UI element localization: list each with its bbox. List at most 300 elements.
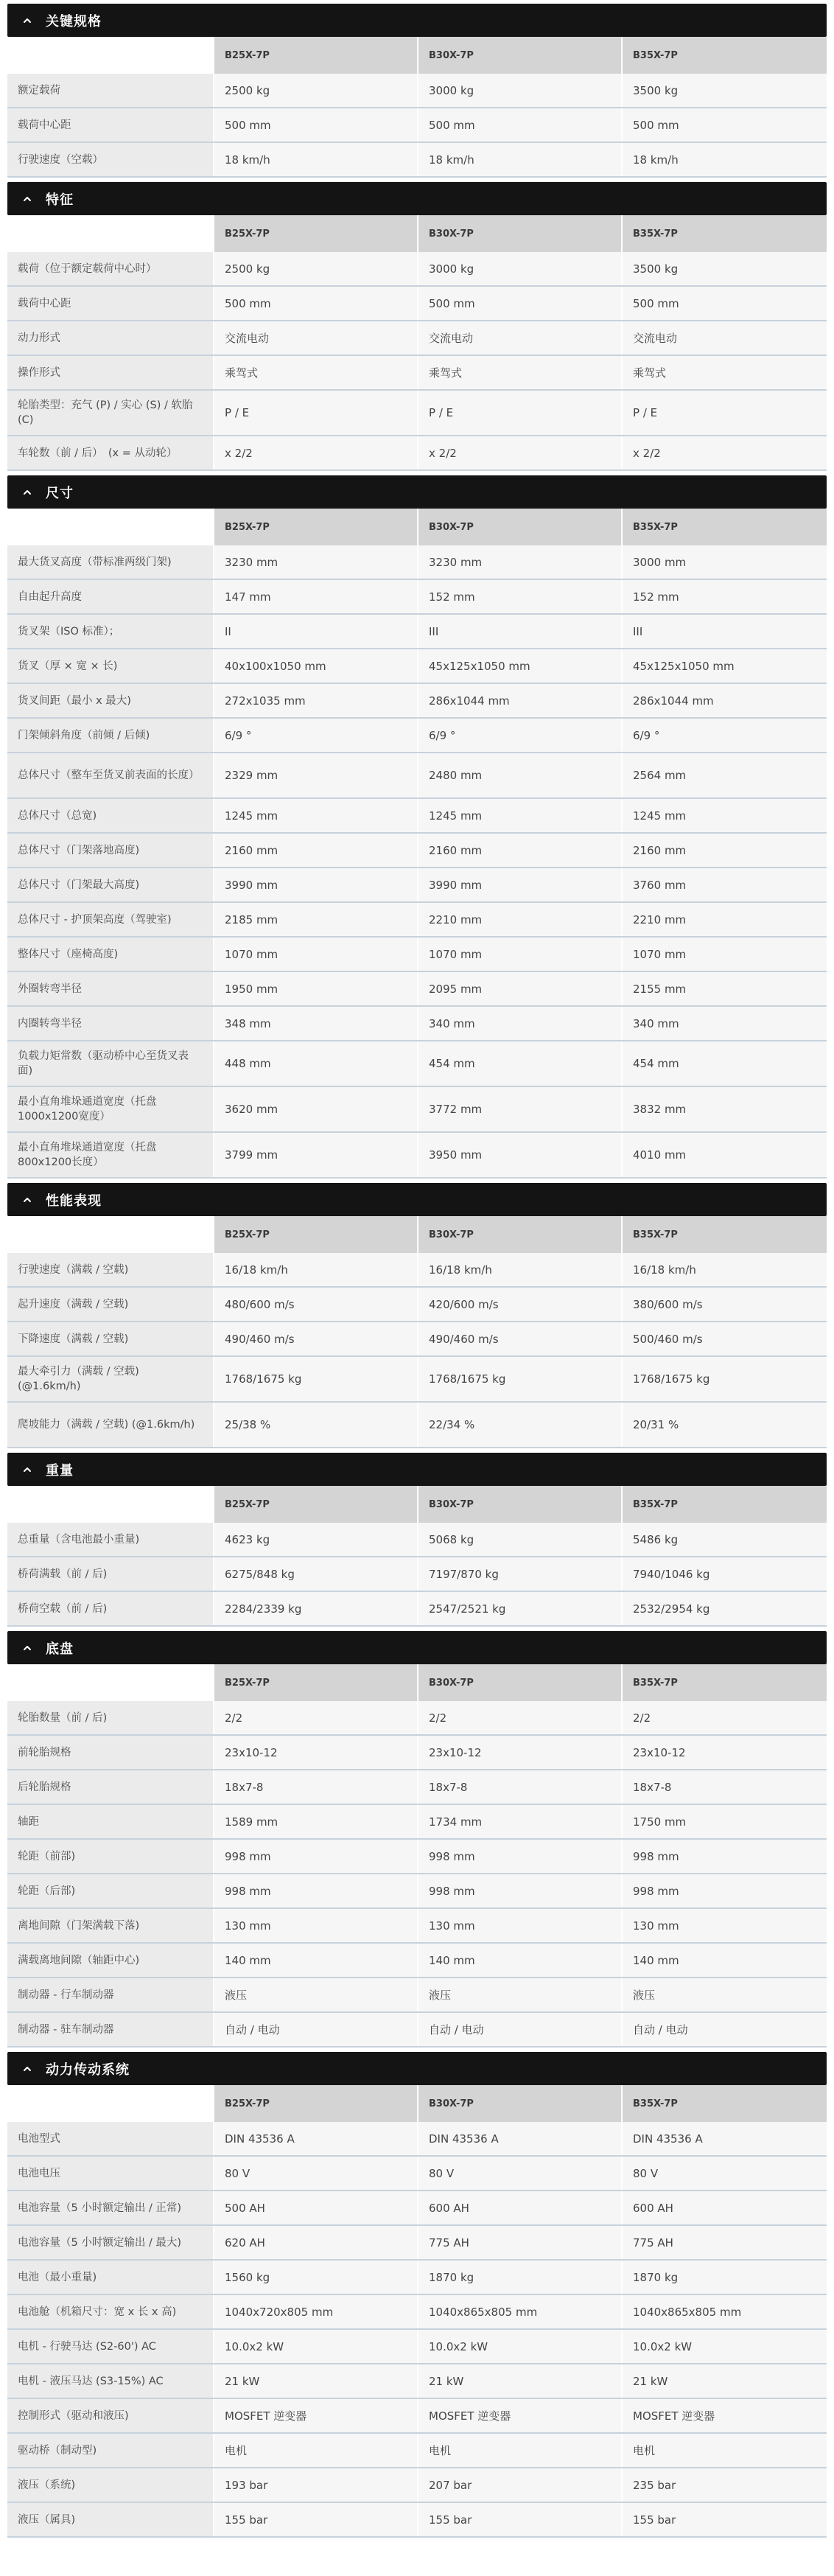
model-name: B25X-7P	[214, 1216, 418, 1253]
spec-row	[7, 2012, 827, 2047]
chevron-up-icon	[22, 1195, 32, 1205]
model-name: B25X-7P	[214, 509, 418, 545]
spec-label: 货叉（厚 × 宽 × 长)	[7, 649, 214, 683]
spec-value: 3000 kg	[418, 252, 622, 286]
spec-row	[7, 1701, 827, 1735]
spec-value: 80 V	[214, 2156, 418, 2191]
spec-value: 490/460 m/s	[418, 1322, 622, 1356]
section-title: 关键规格	[46, 13, 102, 29]
spec-value: 1870 kg	[418, 2260, 622, 2294]
header-blank	[7, 1664, 214, 1701]
spec-value: 600 AH	[622, 2191, 827, 2225]
spec-label: 轴距	[7, 1804, 214, 1839]
spec-value: 45x125x1050 mm	[418, 649, 622, 683]
spec-row	[7, 718, 827, 753]
spec-value: 4623 kg	[214, 1523, 418, 1557]
spec-value: 140 mm	[622, 1943, 827, 1978]
spec-label: 起升速度（满载 / 空载)	[7, 1287, 214, 1322]
spec-value: x 2/2	[214, 436, 418, 470]
spec-value: DIN 43536 A	[622, 2122, 827, 2156]
spec-row	[7, 1287, 827, 1322]
spec-value: 775 AH	[418, 2225, 622, 2260]
spec-value: 1040x720x805 mm	[214, 2294, 418, 2329]
spec-value: 130 mm	[418, 1908, 622, 1943]
spec-label: 操作形式	[7, 355, 214, 390]
spec-row	[7, 2433, 827, 2468]
spec-label: 总体尺寸（整车至货叉前表面的长度）	[7, 753, 214, 798]
header-blank	[7, 509, 214, 545]
model-name: B25X-7P	[214, 1664, 418, 1701]
spec-value: 2547/2521 kg	[418, 1591, 622, 1626]
spec-value: 自动 / 电动	[418, 2012, 622, 2047]
spec-value: 420/600 m/s	[418, 1287, 622, 1322]
spec-value: 3000 kg	[418, 74, 622, 108]
spec-value: 交流电动	[622, 321, 827, 355]
spec-value: 500 mm	[418, 286, 622, 321]
spec-row	[7, 833, 827, 868]
spec-value: 1950 mm	[214, 971, 418, 1006]
spec-label: 负载力矩常数（驱动桥中心至货叉表面)	[7, 1041, 214, 1086]
model-name: B35X-7P	[622, 37, 827, 74]
spec-value: 23x10-12	[622, 1735, 827, 1770]
spec-value: 500 mm	[214, 286, 418, 321]
section-header-6[interactable]	[7, 2052, 827, 2085]
spec-value: 2/2	[214, 1701, 418, 1735]
spec-label: 载荷中心距	[7, 108, 214, 142]
spec-value: MOSFET 逆变器	[418, 2398, 622, 2433]
section-header-4[interactable]	[7, 1453, 827, 1486]
spec-value: 18 km/h	[418, 142, 622, 177]
spec-value: 140 mm	[418, 1943, 622, 1978]
spec-value: 18 km/h	[214, 142, 418, 177]
spec-row	[7, 2364, 827, 2398]
spec-value: 18x7-8	[622, 1770, 827, 1804]
spec-value: 480/600 m/s	[214, 1287, 418, 1322]
spec-value: 998 mm	[214, 1874, 418, 1908]
spec-value: 2160 mm	[622, 833, 827, 868]
spec-label: 货叉间距（最小 x 最大)	[7, 683, 214, 718]
spec-row	[7, 902, 827, 937]
spec-value: 448 mm	[214, 1041, 418, 1086]
spec-value: 348 mm	[214, 1006, 418, 1041]
spec-row	[7, 286, 827, 321]
spec-value: 自动 / 电动	[214, 2012, 418, 2047]
spec-row	[7, 1041, 827, 1086]
header-blank	[7, 215, 214, 252]
spec-label: 内圈转弯半径	[7, 1006, 214, 1041]
spec-row	[7, 2398, 827, 2433]
spec-value: 155 bar	[418, 2502, 622, 2537]
spec-value: 21 kW	[622, 2364, 827, 2398]
spec-value: 130 mm	[622, 1908, 827, 1943]
header-blank	[7, 1486, 214, 1523]
spec-label: 总体尺寸（门架落地高度)	[7, 833, 214, 868]
spec-row	[7, 1908, 827, 1943]
spec-value: 775 AH	[622, 2225, 827, 2260]
spec-label: 总重量（含电池最小重量)	[7, 1523, 214, 1557]
section-header-5[interactable]	[7, 1631, 827, 1664]
spec-row	[7, 545, 827, 579]
spec-label: 电池容量（5 小时额定输出 / 正常)	[7, 2191, 214, 2225]
spec-label: 制动器 - 行车制动器	[7, 1978, 214, 2012]
model-name: B35X-7P	[622, 509, 827, 545]
spec-value: 140 mm	[214, 1943, 418, 1978]
spec-row	[7, 252, 827, 286]
spec-value: P / E	[214, 390, 418, 436]
spec-row	[7, 2156, 827, 2191]
model-name: B30X-7P	[418, 1664, 622, 1701]
spec-row	[7, 614, 827, 649]
spec-value: 500 mm	[622, 108, 827, 142]
spec-label: 桥荷满载（前 / 后)	[7, 1557, 214, 1591]
spec-label: 整体尺寸（座椅高度)	[7, 937, 214, 971]
spec-row	[7, 74, 827, 108]
spec-value: 500 AH	[214, 2191, 418, 2225]
spec-row	[7, 1557, 827, 1591]
spec-label: 后轮胎规格	[7, 1770, 214, 1804]
model-header-row	[7, 509, 827, 545]
spec-label: 电机 - 行驶马达 (S2-60') AC	[7, 2329, 214, 2364]
spec-label: 满载离地间隙（轴距中心)	[7, 1943, 214, 1978]
model-header-row	[7, 37, 827, 74]
spec-table	[7, 215, 827, 471]
spec-value: 998 mm	[418, 1839, 622, 1874]
spec-value: 454 mm	[418, 1041, 622, 1086]
model-header-row	[7, 2085, 827, 2122]
spec-value: 7940/1046 kg	[622, 1557, 827, 1591]
spec-value: 1245 mm	[622, 798, 827, 833]
spec-value: 液压	[418, 1978, 622, 2012]
spec-value: 18x7-8	[418, 1770, 622, 1804]
spec-value: 1040x865x805 mm	[622, 2294, 827, 2329]
spec-value: 6/9 °	[418, 718, 622, 753]
spec-value: DIN 43536 A	[418, 2122, 622, 2156]
spec-value: 152 mm	[622, 579, 827, 614]
spec-value: 4010 mm	[622, 1132, 827, 1178]
spec-value: 20/31 %	[622, 1402, 827, 1448]
model-name: B25X-7P	[214, 215, 418, 252]
spec-value: 液压	[214, 1978, 418, 2012]
spec-value: 500 mm	[418, 108, 622, 142]
spec-row	[7, 1591, 827, 1626]
spec-value: 16/18 km/h	[214, 1253, 418, 1287]
section-header-2[interactable]	[7, 475, 827, 509]
spec-row	[7, 321, 827, 355]
spec-value: 2500 kg	[214, 252, 418, 286]
spec-value: 5068 kg	[418, 1523, 622, 1557]
spec-value: 454 mm	[622, 1041, 827, 1086]
spec-value: 147 mm	[214, 579, 418, 614]
spec-label: 最大货叉高度（带标准两级门架)	[7, 545, 214, 579]
section-title: 动力传动系统	[46, 2062, 130, 2078]
spec-label: 爬坡能力（满载 / 空载) (@1.6km/h)	[7, 1402, 214, 1448]
spec-value: DIN 43536 A	[214, 2122, 418, 2156]
spec-value: 155 bar	[214, 2502, 418, 2537]
spec-value: 18 km/h	[622, 142, 827, 177]
model-name: B35X-7P	[622, 1486, 827, 1523]
spec-value: 1750 mm	[622, 1804, 827, 1839]
spec-value: 235 bar	[622, 2468, 827, 2502]
section-title: 尺寸	[46, 485, 74, 501]
spec-value: x 2/2	[418, 436, 622, 470]
spec-table	[7, 1486, 827, 1627]
section-title: 重量	[46, 1462, 74, 1479]
spec-value: MOSFET 逆变器	[214, 2398, 418, 2433]
spec-label: 行驶速度（满载 / 空载)	[7, 1253, 214, 1287]
spec-value: 998 mm	[214, 1839, 418, 1874]
spec-value: 3772 mm	[418, 1086, 622, 1132]
spec-value: 1734 mm	[418, 1804, 622, 1839]
section-header-0[interactable]	[7, 4, 827, 37]
spec-row	[7, 1978, 827, 2012]
section-header-1[interactable]	[7, 182, 827, 215]
spec-value: 16/18 km/h	[418, 1253, 622, 1287]
spec-row	[7, 2294, 827, 2329]
spec-table	[7, 1216, 827, 1448]
spec-value: 3000 mm	[622, 545, 827, 579]
spec-value: 500 mm	[622, 286, 827, 321]
spec-value: 40x100x1050 mm	[214, 649, 418, 683]
spec-value: 7197/870 kg	[418, 1557, 622, 1591]
spec-value: 340 mm	[622, 1006, 827, 1041]
spec-label: 最小直角堆垛通道宽度（托盘 1000x1200宽度）	[7, 1086, 214, 1132]
spec-label: 液压（属具)	[7, 2502, 214, 2537]
spec-value: 2155 mm	[622, 971, 827, 1006]
spec-label: 桥荷空载（前 / 后)	[7, 1591, 214, 1626]
spec-value: 80 V	[622, 2156, 827, 2191]
spec-value: 10.0x2 kW	[418, 2329, 622, 2364]
spec-row	[7, 355, 827, 390]
spec-label: 总体尺寸（门架最大高度)	[7, 868, 214, 902]
spec-value: x 2/2	[622, 436, 827, 470]
spec-label: 载荷中心距	[7, 286, 214, 321]
spec-value: 2284/2339 kg	[214, 1591, 418, 1626]
spec-value: 1768/1675 kg	[418, 1356, 622, 1402]
spec-label: 下降速度（满载 / 空载)	[7, 1322, 214, 1356]
spec-label: 自由起升高度	[7, 579, 214, 614]
spec-label: 轮胎类型：充气 (P) / 实心 (S) / 软胎 (C)	[7, 390, 214, 436]
header-blank	[7, 37, 214, 74]
spec-value: 998 mm	[622, 1874, 827, 1908]
spec-row	[7, 1132, 827, 1178]
spec-row	[7, 142, 827, 177]
spec-label: 最大牵引力（满载 / 空载) (@1.6km/h)	[7, 1356, 214, 1402]
model-name: B30X-7P	[418, 1216, 622, 1253]
model-header-row	[7, 215, 827, 252]
spec-value: 1768/1675 kg	[622, 1356, 827, 1402]
spec-value: 600 AH	[418, 2191, 622, 2225]
spec-row	[7, 1735, 827, 1770]
spec-value: III	[418, 614, 622, 649]
spec-value: 272x1035 mm	[214, 683, 418, 718]
spec-label: 货叉架（ISO 标准）；	[7, 614, 214, 649]
spec-value: 2160 mm	[418, 833, 622, 868]
model-name: B35X-7P	[622, 1216, 827, 1253]
chevron-up-icon	[22, 15, 32, 26]
spec-row	[7, 937, 827, 971]
spec-row	[7, 1402, 827, 1448]
model-header-row	[7, 1664, 827, 1701]
spec-row	[7, 2468, 827, 2502]
spec-value: 3230 mm	[214, 545, 418, 579]
spec-row	[7, 108, 827, 142]
header-blank	[7, 2085, 214, 2122]
model-name: B30X-7P	[418, 37, 622, 74]
spec-value: 2500 kg	[214, 74, 418, 108]
spec-value: 2210 mm	[622, 902, 827, 937]
spec-row	[7, 798, 827, 833]
spec-value: 3990 mm	[418, 868, 622, 902]
spec-label: 离地间隙（门架满载下落)	[7, 1908, 214, 1943]
spec-value: 6/9 °	[214, 718, 418, 753]
model-name: B35X-7P	[622, 2085, 827, 2122]
spec-row	[7, 1006, 827, 1041]
spec-value: 电机	[418, 2433, 622, 2468]
spec-value: 80 V	[418, 2156, 622, 2191]
model-name: B30X-7P	[418, 2085, 622, 2122]
spec-row	[7, 579, 827, 614]
spec-value: 5486 kg	[622, 1523, 827, 1557]
spec-value: 23x10-12	[418, 1735, 622, 1770]
spec-value: 交流电动	[418, 321, 622, 355]
spec-label: 制动器 - 驻车制动器	[7, 2012, 214, 2047]
spec-value: 340 mm	[418, 1006, 622, 1041]
spec-label: 总体尺寸 - 护顶架高度（驾驶室)	[7, 902, 214, 937]
spec-value: 10.0x2 kW	[622, 2329, 827, 2364]
spec-value: 6275/848 kg	[214, 1557, 418, 1591]
spec-table	[7, 509, 827, 1179]
spec-value: 3799 mm	[214, 1132, 418, 1178]
spec-label: 门架倾斜角度（前倾 / 后倾)	[7, 718, 214, 753]
model-name: B25X-7P	[214, 37, 418, 74]
spec-label: 轮距（后部)	[7, 1874, 214, 1908]
spec-value: 1040x865x805 mm	[418, 2294, 622, 2329]
spec-value: 1245 mm	[214, 798, 418, 833]
spec-row	[7, 1804, 827, 1839]
spec-value: 1070 mm	[214, 937, 418, 971]
spec-value: 286x1044 mm	[418, 683, 622, 718]
model-name: B35X-7P	[622, 215, 827, 252]
spec-value: 23x10-12	[214, 1735, 418, 1770]
spec-label: 驱动桥（制动型)	[7, 2433, 214, 2468]
spec-value: 2564 mm	[622, 753, 827, 798]
spec-value: 2210 mm	[418, 902, 622, 937]
spec-row	[7, 2225, 827, 2260]
spec-row	[7, 1943, 827, 1978]
spec-value: 2329 mm	[214, 753, 418, 798]
spec-row	[7, 390, 827, 436]
spec-value: 22/34 %	[418, 1402, 622, 1448]
spec-value: 45x125x1050 mm	[622, 649, 827, 683]
section-title: 性能表现	[46, 1193, 102, 1209]
spec-value: 3500 kg	[622, 252, 827, 286]
spec-row	[7, 1839, 827, 1874]
spec-label: 电池舱（机箱尺寸：宽 x 长 x 高)	[7, 2294, 214, 2329]
spec-label: 电池（最小重量)	[7, 2260, 214, 2294]
spec-table	[7, 2085, 827, 2538]
model-name: B35X-7P	[622, 1664, 827, 1701]
spec-value: P / E	[622, 390, 827, 436]
spec-value: 3950 mm	[418, 1132, 622, 1178]
spec-value: 152 mm	[418, 579, 622, 614]
chevron-up-icon	[22, 194, 32, 204]
spec-row	[7, 2122, 827, 2156]
spec-value: 193 bar	[214, 2468, 418, 2502]
spec-row	[7, 1253, 827, 1287]
chevron-up-icon	[22, 2064, 32, 2074]
spec-table	[7, 1664, 827, 2048]
model-name: B30X-7P	[418, 509, 622, 545]
spec-value: 乘驾式	[622, 355, 827, 390]
spec-value: 1768/1675 kg	[214, 1356, 418, 1402]
spec-value: 998 mm	[418, 1874, 622, 1908]
model-header-row	[7, 1486, 827, 1523]
spec-value: 998 mm	[622, 1839, 827, 1874]
spec-label: 控制形式（驱动和液压)	[7, 2398, 214, 2433]
spec-row	[7, 1770, 827, 1804]
spec-value: 乘驾式	[214, 355, 418, 390]
spec-row	[7, 2329, 827, 2364]
spec-value: 1560 kg	[214, 2260, 418, 2294]
spec-value: 500 mm	[214, 108, 418, 142]
spec-label: 电池电压	[7, 2156, 214, 2191]
spec-value: 3760 mm	[622, 868, 827, 902]
spec-value: 1870 kg	[622, 2260, 827, 2294]
spec-value: 3230 mm	[418, 545, 622, 579]
spec-row	[7, 2260, 827, 2294]
spec-row	[7, 2502, 827, 2537]
spec-label: 额定载荷	[7, 74, 214, 108]
spec-row	[7, 436, 827, 470]
spec-value: 2480 mm	[418, 753, 622, 798]
spec-value: 16/18 km/h	[622, 1253, 827, 1287]
spec-row	[7, 1523, 827, 1557]
spec-label: 电池容量（5 小时额定输出 / 最大)	[7, 2225, 214, 2260]
spec-label: 前轮胎规格	[7, 1735, 214, 1770]
spec-value: 2185 mm	[214, 902, 418, 937]
spec-value: 286x1044 mm	[622, 683, 827, 718]
spec-row	[7, 753, 827, 798]
spec-table	[7, 37, 827, 178]
spec-value: 10.0x2 kW	[214, 2329, 418, 2364]
spec-value: 18x7-8	[214, 1770, 418, 1804]
spec-value: 1070 mm	[418, 937, 622, 971]
spec-value: 130 mm	[214, 1908, 418, 1943]
spec-value: 2/2	[418, 1701, 622, 1735]
spec-value: 207 bar	[418, 2468, 622, 2502]
spec-row	[7, 1874, 827, 1908]
model-name: B30X-7P	[418, 215, 622, 252]
spec-row	[7, 971, 827, 1006]
spec-value: III	[622, 614, 827, 649]
spec-label: 车轮数（前 / 后） (x = 从动轮）	[7, 436, 214, 470]
spec-label: 最小直角堆垛通道宽度（托盘 800x1200长度）	[7, 1132, 214, 1178]
spec-label: 总体尺寸（总宽)	[7, 798, 214, 833]
spec-label: 载荷（位于额定载荷中心时）	[7, 252, 214, 286]
spec-page	[0, 4, 834, 2538]
spec-row	[7, 649, 827, 683]
spec-value: 155 bar	[622, 2502, 827, 2537]
spec-label: 轮胎数量（前 / 后)	[7, 1701, 214, 1735]
spec-row	[7, 1322, 827, 1356]
spec-row	[7, 1086, 827, 1132]
spec-value: 21 kW	[418, 2364, 622, 2398]
section-header-3[interactable]	[7, 1183, 827, 1216]
model-name: B25X-7P	[214, 2085, 418, 2122]
chevron-up-icon	[22, 1643, 32, 1653]
spec-value: 500/460 m/s	[622, 1322, 827, 1356]
spec-value: 1589 mm	[214, 1804, 418, 1839]
